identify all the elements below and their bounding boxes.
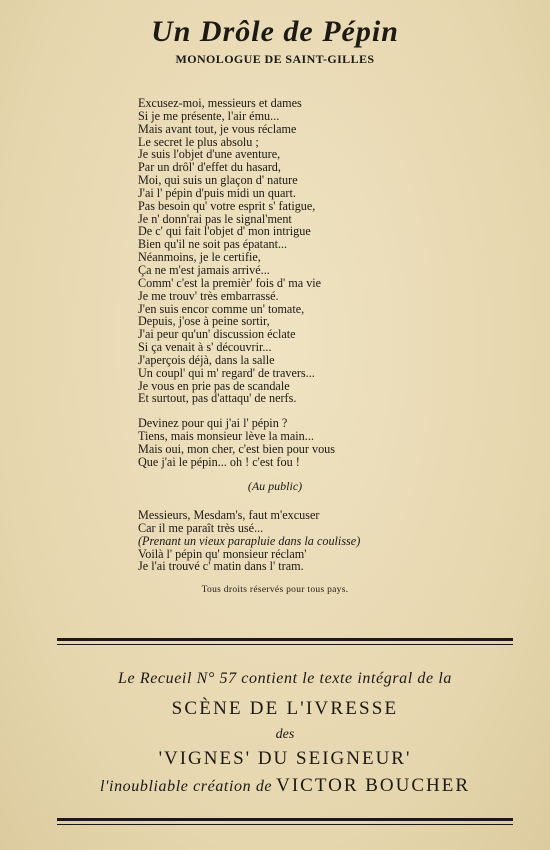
verse-line: Mais oui, mon cher, c'est bien pour vous [138, 441, 336, 456]
copyright-notice: Tous droits réservés pour tous pays. [201, 585, 349, 595]
verse-line: Si je me présente, l'air ému... [138, 108, 280, 123]
verse-line: Néanmoins, je le certifie, [138, 250, 261, 265]
verse-line: Je n' donn'rai pas le signal'ment [138, 211, 292, 226]
verse-line: J'ai l' pépin d'puis midi un quart. [138, 185, 296, 200]
verse-line: Je l'ai trouvé c' matin dans l' tram. [138, 559, 304, 574]
verse-line: Messieurs, Mesdam's, faut m'excuser [138, 508, 320, 522]
verse-line: Devinez pour qui j'ai l' pépin ? [138, 416, 288, 431]
verse-line: Et surtout, pas d'attaqu' de nerfs. [138, 391, 297, 406]
stanza-2 [138, 417, 468, 468]
ad-scene-title: SCÈNE DE L'IVRESSE [171, 698, 399, 719]
ad-recueil-line: Le Recueil N° 57 contient le texte intégral de la [118, 670, 452, 687]
ad-creation-line [57, 775, 513, 797]
verse-line: J'en suis encor comme un' tomate, [138, 301, 305, 316]
verse-line: Comm' c'est la premièr' fois d' ma vie [138, 275, 322, 290]
verse-line: De c' qui fait l'objet d' mon intrigue [138, 224, 311, 239]
poem-subtitle: MONOLOGUE DE SAINT-GILLES [175, 52, 375, 66]
divider-bottom [57, 818, 513, 821]
stage-direction [0, 479, 550, 494]
verse-line: Depuis, j'ose à peine sortir, [138, 314, 270, 329]
verse-line: Tiens, mais monsieur lève la main... [138, 429, 314, 444]
verse-line: Pas besoin qu' votre esprit s' fatigue, [138, 198, 316, 213]
verse-line: Excusez-moi, messieurs et dames [138, 96, 302, 110]
verse-line: Ça ne m'est jamais arrivé... [138, 262, 270, 277]
ad-creation-text: l'inoubliable création de [99, 778, 273, 795]
poem-body [138, 97, 468, 481]
verse-line: Moi, qui suis un glaçon d' nature [138, 173, 298, 188]
verse-line: Que j'ai le pépin... oh ! c'est fou ! [138, 454, 300, 469]
ad-des: des [275, 727, 295, 742]
verse-line: Le secret le plus absolu ; [138, 134, 259, 149]
verse-line: Car il me paraît très usé... [138, 520, 264, 535]
verse-line: Je vous en prie pas de scandale [138, 378, 290, 393]
verse-line: Par un drôl' d'effet du hasard, [138, 160, 281, 175]
verse-line: J'aperçois déjà, dans la salle [138, 352, 275, 367]
stage-direction-text: (Au public) [247, 479, 303, 493]
ad-vignes-title: 'VIGNES' DU SEIGNEUR' [158, 748, 412, 769]
ad-actor-name: VICTOR BOUCHER [276, 775, 471, 796]
verse-line: J'ai peur qu'un' discussion éclate [138, 327, 296, 342]
verse-line: Je me trouv' très embarrassé. [138, 288, 279, 303]
verse-line: Un coupl' qui m' regard' de travers... [138, 365, 315, 380]
stanza-1 [138, 97, 468, 405]
verse-line: Si ça venait à s' découvrir... [138, 340, 272, 355]
verse-line: Bien qu'il ne soit pas épatant... [138, 237, 288, 252]
verse-line: Voilà l' pépin qu' monsieur réclam' [138, 546, 307, 561]
stanza-3 [138, 509, 468, 573]
verse-line: Je suis l'objet d'une aventure, [138, 147, 281, 162]
stage-direction-inline: (Prenant un vieux parapluie dans la coulisse) [138, 533, 361, 548]
verse-line: Mais avant tout, je vous réclame [138, 121, 297, 136]
poem-title: Un Drôle de Pépin [151, 15, 399, 48]
divider-top [57, 638, 513, 641]
